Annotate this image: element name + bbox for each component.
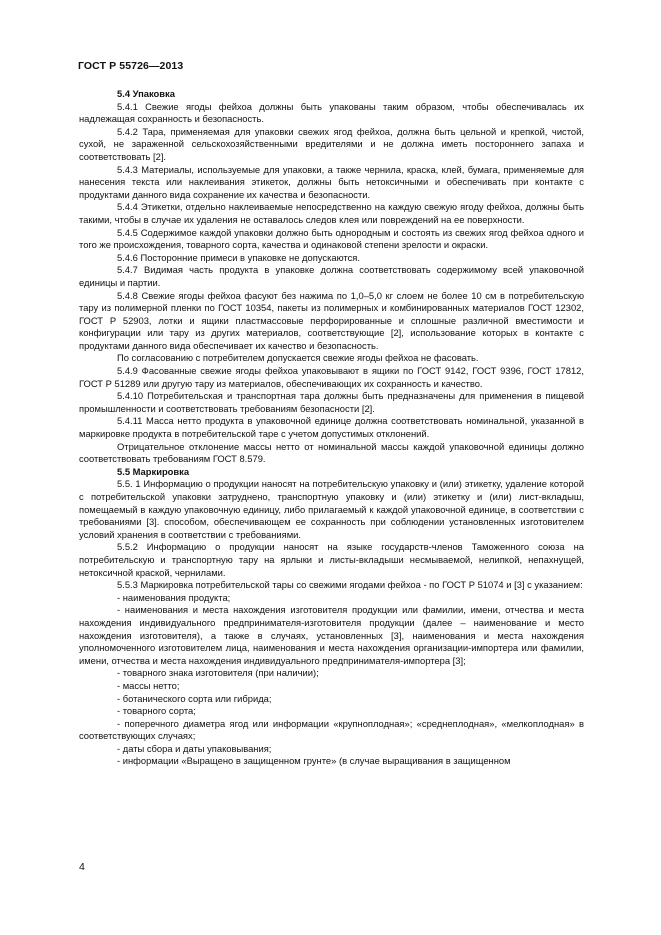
list-item: - ботанического сорта или гибрида; xyxy=(117,692,272,704)
paragraph: 5.4.2 Тара, применяемая для упаковки свежих ягод фейхоа, должна быть цельной и крепкой, чистой, сухой, не зараженной сельскохозяйственными вредителями и не должна иметь постороннего запаха и соответствовать [2]. xyxy=(79,125,584,162)
list-item: - информации «Выращено в защищенном грунте» (в случае выращивания в защищенном xyxy=(117,755,511,767)
list-item: - даты сбора и даты упаковывания; xyxy=(117,742,272,754)
paragraph: Отрицательное отклонение массы нетто от номинальной массы каждой упаковочной единицы должно соответствовать требованиям ГОСТ 8.579. xyxy=(79,440,584,465)
paragraph: 5.4.4 Этикетки, отдельно наклеиваемые непосредственно на каждую свежую ягоду фейхоа, должны быть такими, чтобы в случае их удаления не оставалось следов клея или повреждений на ее поверхности. xyxy=(79,201,584,225)
paragraph: 5.4.3 Материалы, используемые для упаковки, а также чернила, краска, клей, бумага, применяемые для нанесения текста или наклеивания этикеток, должны быть нетоксичными и обеспечивать при контакте с продуктами данного вида сохранение их качества и безопасности. xyxy=(79,163,584,200)
paragraph: 5.4.6 Посторонние примеси в упаковке не допускаются. xyxy=(117,251,360,263)
paragraph: 5.4.8 Свежие ягоды фейхоа фасуют без нажима по 1,0–5,0 кг слоем не более 10 см в потребительскую тару из полимерной пленки по ГОСТ 10354, пакеты из полимерных и комбинированных материалов ГОСТ 12302, ГОСТ Р 52903, лотки и ящики пластмассовые перфорированные и сплошные различной вместимости и конфигурации или тару из других материалов, соответствующие [2], использование которых в контакте с продуктами данного вида обеспечивает их качество и безопасность. xyxy=(79,289,584,351)
section-heading: 5.4 Упаковка xyxy=(117,88,175,99)
list-item: - массы нетто; xyxy=(117,679,180,691)
paragraph: По согласованию с потребителем допускается свежие ягоды фейхоа не фасовать. xyxy=(117,352,479,364)
list-item: - товарного сорта; xyxy=(117,705,196,717)
paragraph: 5.5. 1 Информацию о продукции наносят на потребительскую упаковку и (или) этикетку, удаление которой с потребительской упаковки затруднено, транспортную упаковку и (или) этикетку и (или) лист-вкладыш, помещаемый в каждую упаковочную единицу, либо прилагаемый к каждой упаковочной единице, в соответствии с требованиями [3]. способом, обеспечивающем ее сохранность при соблюдении установленных изготовителем условий хранения в соответствии с требованиями. xyxy=(79,478,584,540)
paragraph: 5.4.1 Свежие ягоды фейхоа должны быть упакованы таким образом, чтобы обеспечивалась их надлежащая сохранность и безопасность. xyxy=(79,100,584,125)
list-item: - наименования продукта; xyxy=(117,591,231,603)
list-item: - наименования и места нахождения изготовителя продукции или фамилии, имени, отчества и места нахождения индивидуального предпринимателя-изготовителя продукции (далее – наименование и место нахождения изготовителя), а также в случаях, установленных [3], наименования и места нахождения уполномоченного изготовителем лица, наименования и места нахождения организации-импортера или фамилии, имени, отчества и места нахождения индивидуального предпринимателя-импортера [3]; xyxy=(79,604,584,666)
list-item: - товарного знака изготовителя (при наличии); xyxy=(117,667,319,679)
list-item: - поперечного диаметра ягод или информации «крупноплодная»; «среднеплодная», «мелкоплодная» в соответствующих случаях; xyxy=(79,717,584,742)
paragraph: 5.4.7 Видимая часть продукта в упаковке должна соответствовать содержимому всей упаковочной единицы и партии. xyxy=(79,264,584,288)
paragraph: 5.4.10 Потребительская и транспортная тара должны быть предназначены для применения в пищевой промышленности и соответствовать требованиям безопасности [2]. xyxy=(79,390,584,414)
document-body xyxy=(79,88,584,768)
page-header-doc-id: ГОСТ Р 55726—2013 xyxy=(78,60,184,72)
page-number: 4 xyxy=(79,861,85,873)
paragraph: 5.4.9 Фасованные свежие ягоды фейхоа упаковывают в ящики по ГОСТ 9142, ГОСТ 9396, ГОСТ 17812, ГОСТ Р 51289 или другую тару из материалов, обеспечивающих их сохранность и качество. xyxy=(79,365,584,389)
paragraph: 5.5.2 Информацию о продукции наносят на языке государств-членов Таможенного союза на потребительскую и транспортную тару на ярлыки и листы-вкладыши несмываемой, нелипкой, непахнущей, нетоксичной краской, чернилами. xyxy=(79,541,584,578)
section-heading: 5.5 Маркировка xyxy=(117,465,190,477)
paragraph: 5.4.11 Масса нетто продукта в упаковочной единице должна соответствовать номинальной, указанной в маркировке продукта в потребительской таре с учетом допустимых отклонений. xyxy=(79,415,584,440)
paragraph: 5.4.5 Содержимое каждой упаковки должно быть однородным и состоять из свежих ягод фейхоа одного и того же происхождения, товарного сорта, качества и одинаковой степени зрелости и окраски. xyxy=(79,226,584,251)
paragraph: 5.5.3 Маркировка потребительской тары со свежими ягодами фейхоа - по ГОСТ Р 51074 и [3] с указанием: xyxy=(117,579,583,591)
